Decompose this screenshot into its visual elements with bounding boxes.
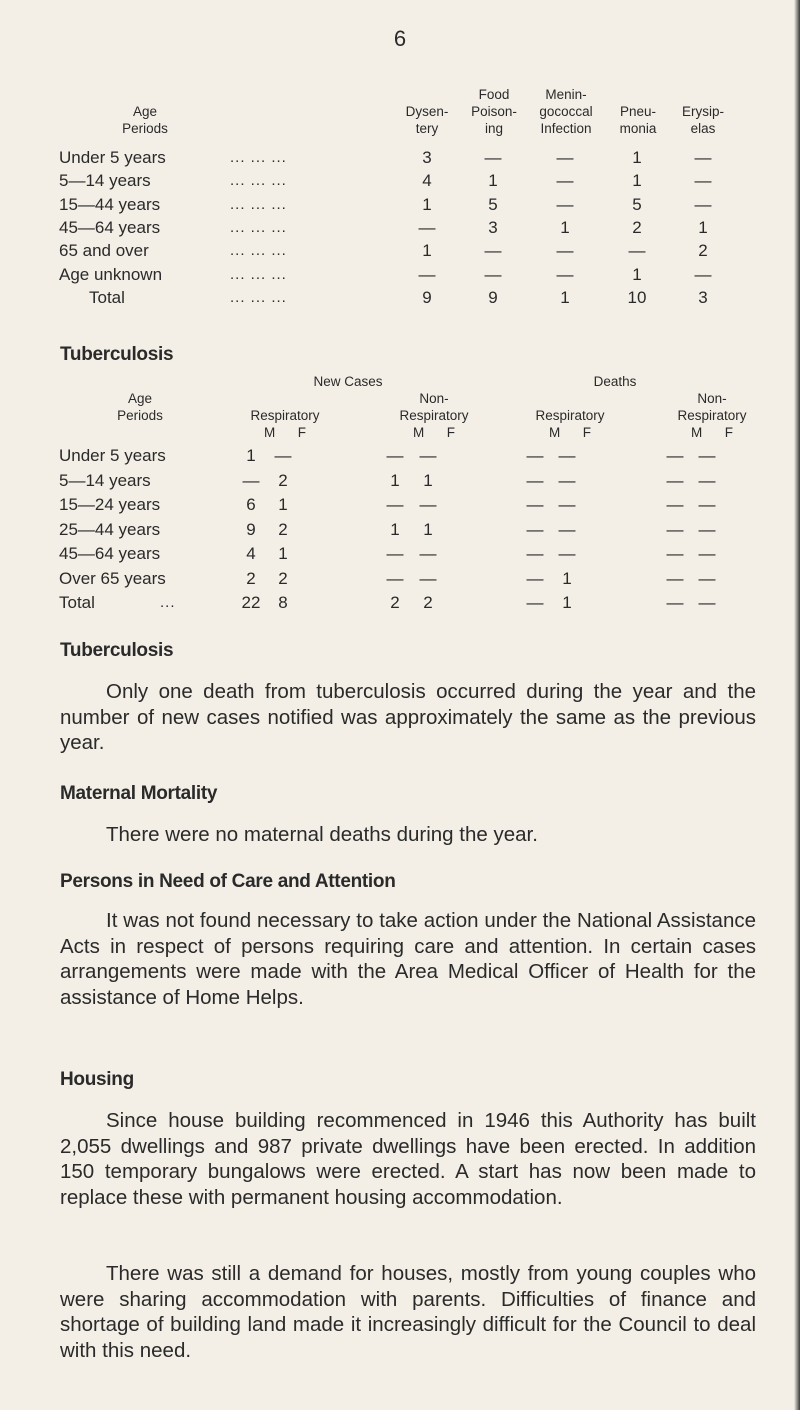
tb-table-cell: — bbox=[242, 471, 260, 490]
tb-table-row-label: 25—44 years bbox=[59, 520, 161, 539]
tb-table-cell: — bbox=[666, 569, 684, 588]
table-cell: — bbox=[484, 265, 502, 284]
tb-table-row-label: Under 5 years bbox=[59, 446, 166, 465]
leader-dots: ... ... ... bbox=[230, 196, 287, 213]
table-cell: — bbox=[694, 195, 712, 214]
header-erysipelas-2: elas bbox=[690, 121, 716, 136]
leader-dots: ... ... ... bbox=[230, 219, 287, 236]
table-cell: 9 bbox=[422, 288, 432, 307]
header-deaths: Deaths bbox=[593, 374, 637, 389]
leader-dots: ... ... ... bbox=[230, 289, 287, 306]
tb-table-cell: — bbox=[698, 471, 716, 490]
tb-header-death-nonrespiratory bbox=[652, 390, 772, 441]
tb-table-cell: — bbox=[666, 495, 684, 514]
section-text-housing-1: Since house building recommenced in 1946 this Authority has built 2,055 dwellings and 987 private dwellings have been erected. In addition 150 temporary bungalows were erected. A start has now been made to replace these with permanent housing accommodation. bbox=[60, 1109, 756, 1209]
tb-header-new-respiratory bbox=[225, 407, 345, 441]
leader-dots: ... ... ... bbox=[230, 266, 287, 283]
col-header-age-periods bbox=[100, 103, 190, 137]
tb-table-cell: — bbox=[274, 446, 292, 465]
tb-header-new-resp-mf bbox=[225, 424, 345, 441]
table-cell: 9 bbox=[488, 288, 498, 307]
section-heading-maternal-mortality: Maternal Mortality bbox=[60, 783, 218, 804]
table-cell: 1 bbox=[488, 171, 498, 190]
section-text-tuberculosis: Only one death from tuberculosis occurred during the year and the number of new cases notified was approximately the same as the previous year. bbox=[60, 680, 756, 754]
tb-table-cell: — bbox=[526, 471, 544, 490]
tb-header-m: M bbox=[263, 425, 276, 440]
tb-header-death-nonresp-mf bbox=[652, 424, 772, 441]
table-cell: 3 bbox=[698, 288, 708, 307]
table-cell: 1 bbox=[560, 288, 570, 307]
leader-dots: ... ... ... bbox=[230, 172, 287, 189]
header-dysentery-2: tery bbox=[415, 121, 439, 136]
tb-header-death-non-1: Non- bbox=[697, 391, 727, 406]
table-cell: — bbox=[556, 265, 574, 284]
leader-dots: ... bbox=[160, 594, 176, 611]
tb-table-cell: — bbox=[526, 520, 544, 539]
table-cell: — bbox=[694, 265, 712, 284]
tb-table-cell: — bbox=[558, 446, 576, 465]
tb-header-f: F bbox=[582, 425, 591, 440]
tb-table-cell: 2 bbox=[278, 569, 288, 588]
tb-header-death-resp-label: Respiratory bbox=[535, 408, 605, 423]
table-cell: — bbox=[556, 241, 574, 260]
tb-table-row-label: 15—24 years bbox=[59, 495, 161, 514]
tb-table-cell: — bbox=[419, 495, 437, 514]
tb-table-cell: — bbox=[666, 446, 684, 465]
tb-table-cell: 1 bbox=[423, 471, 433, 490]
tb-table-cell: — bbox=[698, 569, 716, 588]
page-number: 6 bbox=[393, 26, 407, 51]
table-cell: 3 bbox=[488, 218, 498, 237]
tb-table-cell: — bbox=[386, 569, 404, 588]
section-heading-persons-in-need: Persons in Need of Care and Attention bbox=[60, 871, 396, 892]
header-pneumonia-1: Pneu- bbox=[619, 104, 657, 119]
tb-header-m: M bbox=[548, 425, 561, 440]
page-edge-shadow bbox=[794, 0, 800, 1410]
table-cell: — bbox=[556, 148, 574, 167]
section-text-persons-in-need: It was not found necessary to take action under the National Assistance Acts in respect of persons requiring care and attention. In certain cases arrangements were made with the Area Medical Officer of Health for the assistance of Home Helps. bbox=[60, 909, 756, 1009]
tb-table-cell: 2 bbox=[390, 593, 400, 612]
table-cell: 5 bbox=[488, 195, 498, 214]
table-cell: 1 bbox=[632, 171, 642, 190]
header-meningococcal-2: gococcal bbox=[539, 104, 593, 119]
tb-table-cell: — bbox=[558, 544, 576, 563]
table-row-label: 5—14 years bbox=[59, 171, 151, 190]
tb-table-cell: — bbox=[419, 569, 437, 588]
tb-header-death-resp-mf bbox=[510, 424, 630, 441]
tb-table-cell: — bbox=[526, 544, 544, 563]
table-cell: — bbox=[484, 241, 502, 260]
tb-table-cell: 4 bbox=[246, 544, 256, 563]
header-food-3: ing bbox=[484, 121, 503, 136]
header-food-2: Poison- bbox=[471, 104, 517, 119]
tb-header-f: F bbox=[297, 425, 306, 440]
tb-table-cell: — bbox=[698, 446, 716, 465]
tb-header-m: M bbox=[690, 425, 703, 440]
table-cell: — bbox=[694, 148, 712, 167]
tb-table-cell: — bbox=[666, 544, 684, 563]
tb-table-cell: — bbox=[558, 520, 576, 539]
tb-table-cell: — bbox=[386, 544, 404, 563]
tb-header-f: F bbox=[724, 425, 733, 440]
tb-header-death-respiratory bbox=[510, 407, 630, 441]
tb-table-cell: 1 bbox=[278, 495, 288, 514]
header-periods: Periods bbox=[122, 121, 168, 136]
header-meningococcal-1: Menin- bbox=[545, 87, 587, 102]
tb-table-heading: Tuberculosis bbox=[60, 344, 174, 365]
col-header-erysipelas bbox=[668, 103, 738, 137]
table-row-label: Total bbox=[89, 288, 125, 307]
tb-table-cell: — bbox=[558, 495, 576, 514]
table-cell: — bbox=[556, 171, 574, 190]
tb-table-cell: — bbox=[698, 544, 716, 563]
col-header-food-poisoning bbox=[456, 86, 532, 137]
tb-table-cell: — bbox=[558, 471, 576, 490]
table-cell: 5 bbox=[632, 195, 642, 214]
tb-table-cell: 9 bbox=[246, 520, 256, 539]
tb-table-cell: 2 bbox=[278, 520, 288, 539]
tb-table-cell: 1 bbox=[562, 593, 572, 612]
table-cell: 1 bbox=[632, 265, 642, 284]
table-cell: 2 bbox=[632, 218, 642, 237]
tb-table-cell: — bbox=[666, 471, 684, 490]
tb-header-age: Age bbox=[127, 391, 153, 406]
table-cell: 4 bbox=[422, 171, 432, 190]
table-row-label: Under 5 years bbox=[59, 148, 166, 167]
table-cell: 3 bbox=[422, 148, 432, 167]
table-row-label: 65 and over bbox=[59, 241, 149, 260]
tb-table-cell: — bbox=[419, 446, 437, 465]
table-cell: — bbox=[484, 148, 502, 167]
tb-table-cell: 1 bbox=[562, 569, 572, 588]
tb-header-new-nonrespiratory bbox=[374, 390, 494, 441]
tb-table-cell: — bbox=[526, 446, 544, 465]
table-cell: — bbox=[694, 171, 712, 190]
tb-header-new-nonresp-mf bbox=[374, 424, 494, 441]
tb-table-cell: 2 bbox=[246, 569, 256, 588]
tb-table-row-label: Total bbox=[59, 593, 95, 612]
leader-dots: ... ... ... bbox=[230, 242, 287, 259]
tb-table-cell: — bbox=[666, 593, 684, 612]
table-cell: 1 bbox=[422, 195, 432, 214]
tb-table-cell: — bbox=[698, 520, 716, 539]
tb-table-cell: 1 bbox=[390, 471, 400, 490]
table-row-label: Age unknown bbox=[59, 265, 163, 284]
tb-table-cell: — bbox=[386, 446, 404, 465]
tb-table-cell: 8 bbox=[278, 593, 288, 612]
tb-table-cell: 1 bbox=[246, 446, 256, 465]
tb-table-cell: 2 bbox=[423, 593, 433, 612]
table-row-label: 15—44 years bbox=[59, 195, 161, 214]
header-food-1: Food bbox=[478, 87, 510, 102]
section-text-housing-2: There was still a demand for houses, mostly from young couples who were sharing accommodation with parents. Difficulties of finance and shortage of building land made it increasingly difficult for the Council to deal with this need. bbox=[60, 1262, 756, 1362]
tb-table-cell: — bbox=[419, 544, 437, 563]
header-new-cases: New Cases bbox=[313, 374, 383, 389]
table-cell: — bbox=[418, 265, 436, 284]
header-age: Age bbox=[132, 104, 158, 119]
tb-table-cell: 1 bbox=[423, 520, 433, 539]
tb-table-cell: — bbox=[698, 495, 716, 514]
tb-table-cell: 22 bbox=[241, 593, 261, 612]
tb-header-f: F bbox=[446, 425, 455, 440]
table-cell: 1 bbox=[698, 218, 708, 237]
table-cell: — bbox=[556, 195, 574, 214]
table-cell: 1 bbox=[560, 218, 570, 237]
table-cell: 10 bbox=[627, 288, 647, 307]
tb-header-death-non-2: Respiratory bbox=[677, 408, 747, 423]
table-cell: — bbox=[418, 218, 436, 237]
section-heading-tuberculosis: Tuberculosis bbox=[60, 640, 174, 661]
tb-header-periods: Periods bbox=[117, 408, 163, 423]
header-erysipelas-1: Erysip- bbox=[681, 104, 724, 119]
header-meningococcal-3: Infection bbox=[540, 121, 592, 136]
tb-table-row-label: 45—64 years bbox=[59, 544, 161, 563]
tb-table-cell: — bbox=[526, 569, 544, 588]
leader-dots: ... ... ... bbox=[230, 149, 287, 166]
table-row-label: 45—64 years bbox=[59, 218, 161, 237]
col-header-pneumonia bbox=[606, 103, 670, 137]
tb-header-m: M bbox=[412, 425, 425, 440]
tb-table-row-label: 5—14 years bbox=[59, 471, 151, 490]
tb-table-row-label: Over 65 years bbox=[59, 569, 166, 588]
tb-table-cell: 2 bbox=[278, 471, 288, 490]
tb-table-cell: — bbox=[666, 520, 684, 539]
tb-header-new-resp-label: Respiratory bbox=[250, 408, 320, 423]
table-cell: 2 bbox=[698, 241, 708, 260]
section-heading-housing: Housing bbox=[60, 1069, 134, 1090]
tb-table-cell: 6 bbox=[246, 495, 256, 514]
col-header-dysentery bbox=[392, 103, 462, 137]
table-cell: 1 bbox=[632, 148, 642, 167]
tb-table-cell: — bbox=[698, 593, 716, 612]
tb-table-cell: 1 bbox=[390, 520, 400, 539]
tb-table-cell: — bbox=[526, 495, 544, 514]
tb-header-non-2: Respiratory bbox=[399, 408, 469, 423]
header-dysentery-1: Dysen- bbox=[405, 104, 449, 119]
section-text-maternal-mortality: There were no maternal deaths during the year. bbox=[106, 823, 538, 846]
tb-table-cell: — bbox=[526, 593, 544, 612]
tb-table-cell: 1 bbox=[278, 544, 288, 563]
table-cell: — bbox=[628, 241, 646, 260]
tb-col-header-age-periods bbox=[95, 390, 185, 424]
tb-table-cell: — bbox=[386, 495, 404, 514]
col-header-meningococcal bbox=[523, 86, 609, 137]
header-pneumonia-2: monia bbox=[619, 121, 657, 136]
table-cell: 1 bbox=[422, 241, 432, 260]
tb-header-non-1: Non- bbox=[419, 391, 449, 406]
